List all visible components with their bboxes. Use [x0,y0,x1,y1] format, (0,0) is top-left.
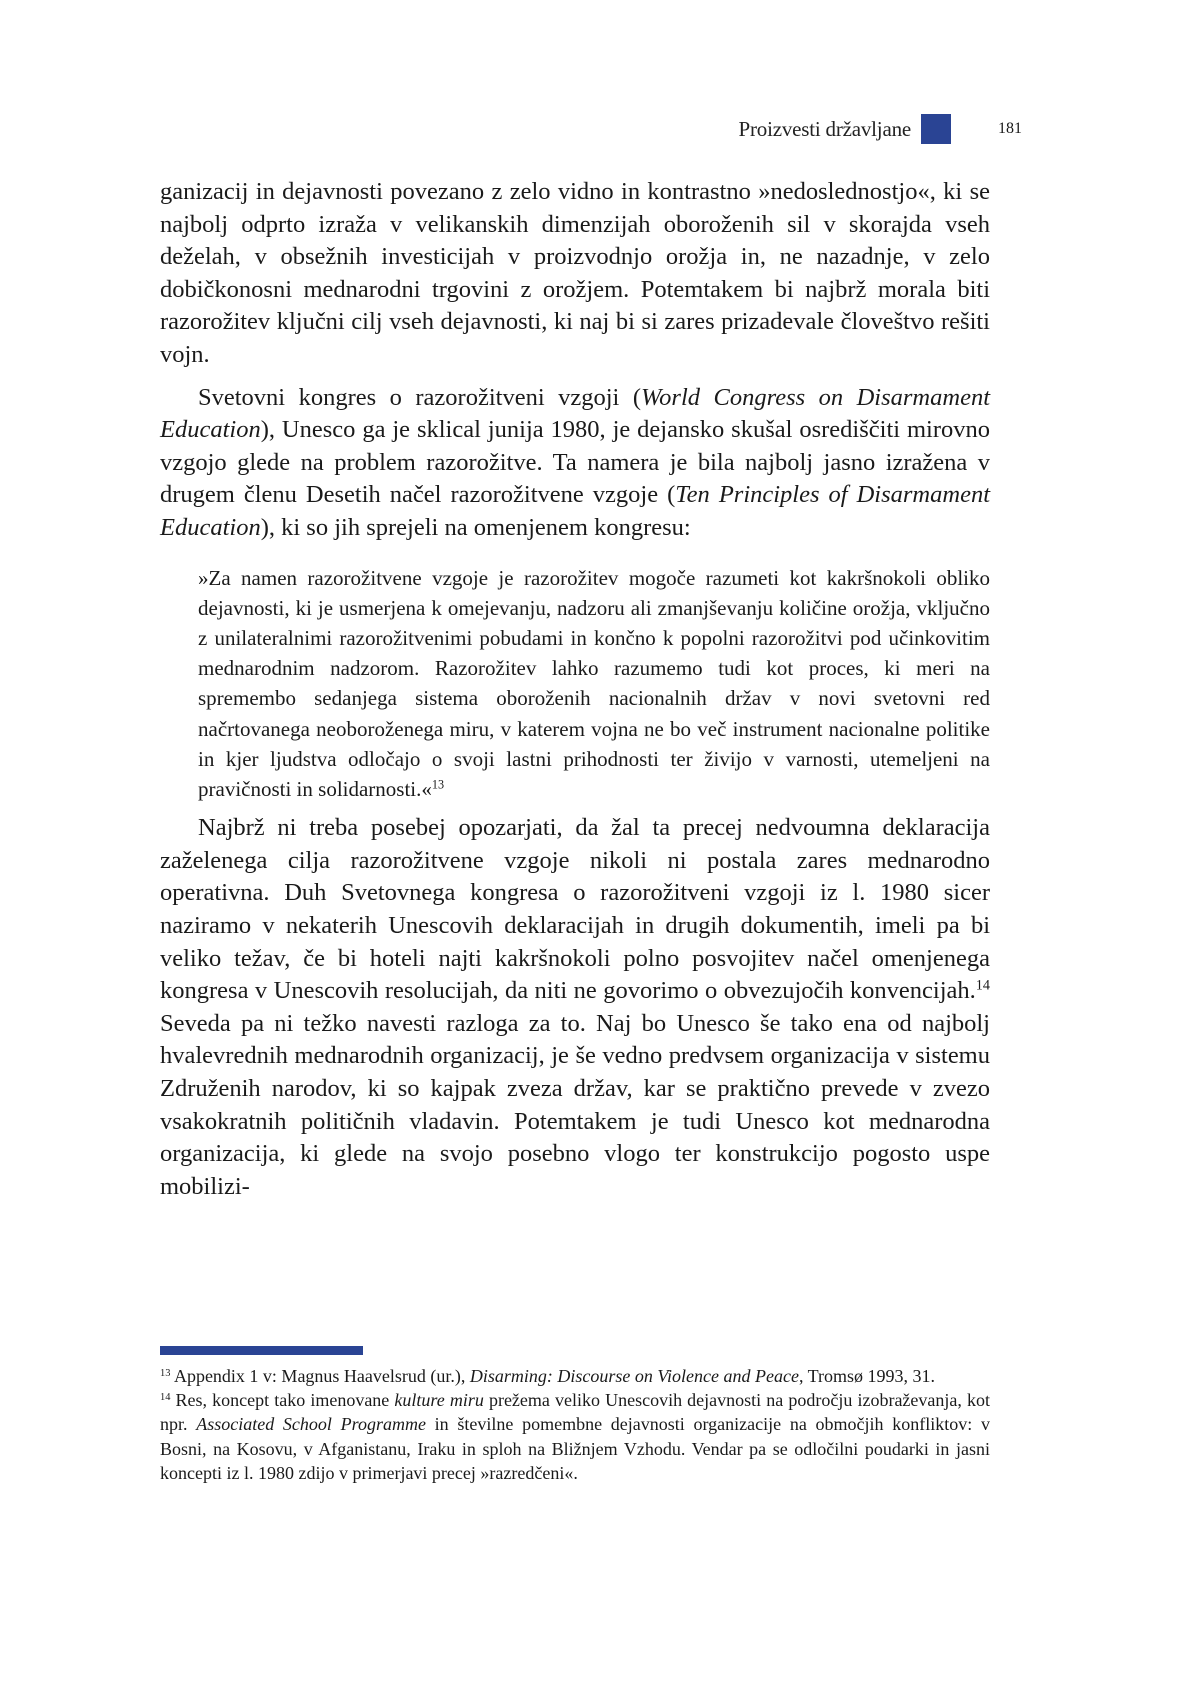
paragraph-3 [160,812,990,1203]
italic-title: Associated School Programme [196,1414,426,1435]
paragraph-2 [160,382,990,545]
paragraph-1: ganizacij in dejavnosti povezano z zelo vidno in kontrastno »nedoslednostjo«, ki se najbolj odprto izraža v velikanskih dimenzijah oboroženih sil v skorajda vseh deželah, v obsežnih investicijah v proizvodnjo orožja in, ne nazadnje, v zelo dobičkonosni mednarodni trgovini z orožjem. Potemtakem bi najbrž morala biti razorožitev ključni cilj vseh dejavnosti, ki naj bi si zares prizadevale človeštvo rešiti vojn. [160,178,990,368]
text-span: prežema veliko Unescovih dejavnosti na področju izobraževanja, kot npr. [160,1390,990,1435]
main-text [160,176,990,1203]
italic-title: Ten Principles of Disarmament Education [160,481,990,541]
footnote-13 [160,1364,990,1388]
accent-square-icon [921,114,951,144]
running-header [739,114,966,144]
footnotes [160,1364,990,1485]
italic-title: World Congress on Disarmament Education [160,383,990,444]
text-span: in številne pomembne dejavnosti organizacije na območjih konfliktov: v Bosni, na Kosovu, v Afganistanu, Iraku in sploh na Bližnjem Vzhodu. Vendar pa se odločilni poudarki in jasni koncepti iz l. 1980 zdijo v primerjavi precej »razredčeni«. [160,1414,990,1483]
footnote-ref-14[interactable]: 14 [975,977,990,994]
text-span: Seveda pa ni težko navesti razloga za to. Naj bo Unesco še tako ena od najbolj hvalevrednih mednarodnih organizacij, je še vedno predvsem organizacija v sistemu Združenih narodov, ki so kajpak zveza držav, kar se praktično prevede v zvezo vsakokratnih političnih vladavin. Potemtakem je tudi Unesco kot mednarodna organizacija, ki glede na svojo posebno vlogo ter konstrukcijo pogosto uspe mobilizi- [160,1009,990,1200]
italic-title: Disarming: Discourse on Violence and Peace [469,1366,799,1386]
footnote-14 [160,1388,990,1485]
footnote-number: 13 [160,1367,171,1379]
text-span: Appendix 1 v: Magnus Haavelsrud (ur.), [170,1366,470,1386]
text-span: ), ki so jih sprejeli na omenjenem kongresu: [260,513,691,541]
running-title: Proizvesti državljane [738,116,911,141]
footnote-ref-13[interactable]: 13 [431,777,445,792]
page-number-wrap [998,114,1022,144]
quote-text: »Za namen razorožitvene vzgoje je razorožitev mogoče razumeti kot kakršnokoli obliko dejavnosti, ki je usmerjena k omejevanju, nadzoru ali zmanjševanju količine orožja, vključno z unilateralnimi razorožitvenimi pobudami in končno k popolni razorožitvi pod učinkovitim mednarodnim nadzorom. Razorožitev lahko razumemo tudi kot proces, ki meri na spremembo sedanjega sistema oboroženih nacionalnih držav v novi svetovni red načrtovanega neoboroženega miru, v katerem vojna ne bo več instrument nacionalne politike in kjer ljudstva odločajo o svoji lastni prihodnosti ter živijo v varnosti, utemeljeni na pravičnosti in solidarnosti.« [198,565,990,801]
footnote-divider [160,1346,363,1355]
italic-term: kulture miru [394,1390,484,1411]
footnote-number: 14 [160,1391,171,1403]
text-span: Svetovni kongres o razorožitveni vzgoji ( [198,383,641,411]
text-span: ), Unesco ga je sklical junija 1980, je dejansko skušal osrediščiti mirovno vzgojo glede na problem razorožitve. Ta namera je bila najbolj jasno izražena v drugem členu Desetih načel razorožitvene vzgoje ( [160,416,990,509]
page-number: 181 [998,120,1022,137]
block-quote [198,563,990,805]
text-span: , Tromsø 1993, 31. [798,1366,936,1386]
text-span: Najbrž ni treba posebej opozarjati, da žal ta precej nedvoumna deklaracija zaželenega cilja razorožitvene vzgoje nikoli ni postala zares mednarodno operativna. Duh Svetovnega kongresa o razorožitveni vzgoji iz l. 1980 sicer naziramo v nekaterih Unescovih deklaracijah in drugih dokumentih, imeli pa bi veliko težav, če bi hoteli najti kakršnokoli polno posvojitev načel omenjenega kongresa v Unescovih resolucijah, da niti ne govorimo o obvezujočih konvencijah. [160,814,990,1005]
text-span: Res, koncept tako imenovane [170,1390,395,1411]
